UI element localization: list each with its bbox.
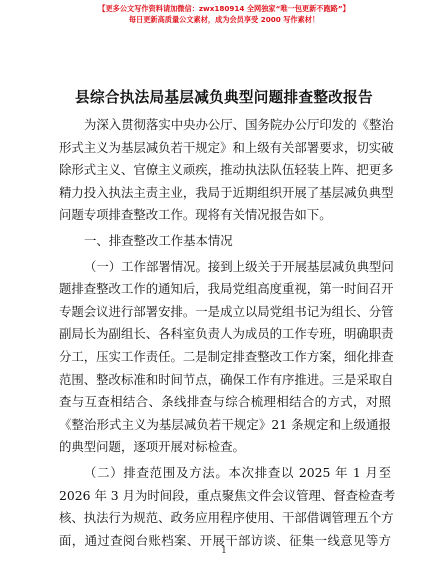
paragraph-line: 问题专项排查整改工作。现将有关情况报告如下。	[59, 207, 332, 223]
page-number: 1	[221, 546, 227, 556]
paragraph-line: 范围、整改标准和时间节点，确保工作有序推进。三是采取自	[59, 371, 394, 387]
scope-paragraph	[59, 462, 396, 552]
paragraph-line: 的典型问题，逐项开展对标检查。	[59, 439, 245, 455]
document-body	[59, 114, 396, 552]
paragraph-line: （二）排查范围及方法。本次排查以 2025 年 1 月至	[84, 464, 391, 480]
paragraph-line: 除形式主义、官僚主义顽疾，推动执法队伍轻装上阵、把更多	[59, 162, 394, 178]
paragraph-line: 核、执法行为规范、政务应用程序使用、干部借调管理五个方	[59, 510, 394, 526]
paragraph-line: 副局长为副组长、各科室负责人为成员的工作专班，明确职责	[59, 326, 394, 342]
paragraph-line: （一）工作部署情况。接到上级关于开展基层减负典型问	[84, 258, 394, 274]
paragraph-line: 面，通过查阅台账档案、开展干部访谈、征集一线意见等方	[59, 532, 391, 548]
paragraph-line: 形式主义为基层减负若干规定》和上级有关部署要求，切实破	[59, 139, 394, 155]
paragraph-line: 分工，压实工作责任。二是制定排查整改工作方案，细化排查	[59, 348, 394, 364]
document-title: 县综合执法局基层减负典型问题排查整改报告	[75, 89, 373, 106]
promo-banner	[0, 3, 448, 25]
section-heading	[59, 230, 391, 253]
promo-banner-line-2: 每日更新高质量公文素材，成为会员享受 2000 写作素材！	[128, 15, 320, 24]
paragraph-line: 查与互查相结合、条线排查与综合梳理相结合的方式，对照	[59, 394, 391, 410]
paragraph-line: 《整治形式主义为基层减负若干规定》21 条规定和上级通报	[59, 416, 391, 432]
paragraph-line: 题排查整改工作的通知后，我局党组高度重视，第一时间召开	[59, 281, 394, 297]
promo-banner-line-1: 【更多公文写作资料请加微信：zwx180914 全网独家“唯一包更新不跑路”】	[98, 4, 350, 13]
paragraph-line: 专题会议进行部署安排。一是成立以局党组书记为组长、分管	[59, 303, 394, 319]
paragraph-line: 2026 年 3 月为时间段，重点聚焦文件会议管理、督查检查考	[59, 487, 396, 503]
deployment-paragraph	[59, 256, 394, 459]
intro-paragraph	[59, 114, 394, 227]
paragraph-line: 精力投入执法主责主业，我局于近期组织开展了基层减负典型	[59, 184, 394, 200]
section-heading-text: 一、排查整改工作基本情况	[84, 232, 233, 248]
paragraph-line: 为深入贯彻落实中央办公厅、国务院办公厅印发的《整治	[84, 117, 394, 132]
